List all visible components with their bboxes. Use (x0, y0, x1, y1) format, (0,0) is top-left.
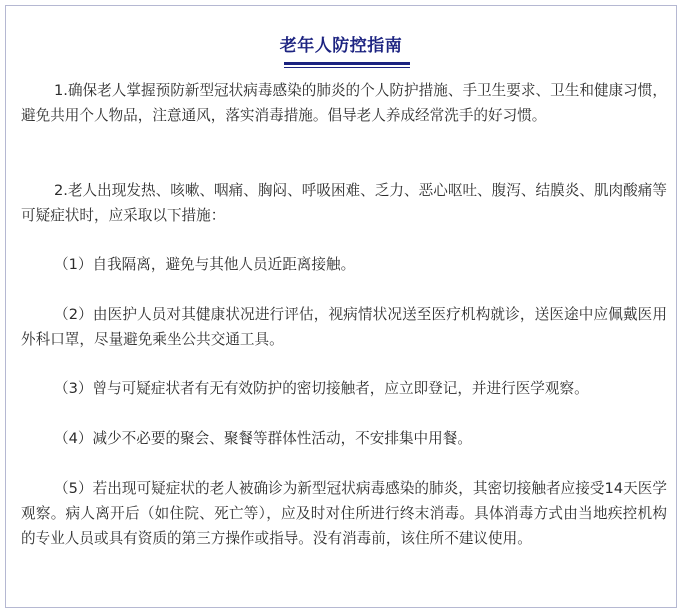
title-underline (284, 62, 410, 65)
paragraph-4: （2）由医护人员对其健康状况进行评估，视病情状况送至医疗机构就诊，送医途中应佩戴医用外科口罩，尽量避免乘坐公共交通工具。 (21, 306, 667, 348)
paragraph-6: （4）减少不必要的聚会、聚餐等群体性活动，不安排集中用餐。 (54, 430, 472, 447)
paragraph-5: （3）曾与可疑症状者有无有效防护的密切接触者，应立即登记，并进行医学观察。 (54, 380, 589, 397)
paragraph-2: 2.老人出现发热、咳嗽、咽痛、胸闷、呼吸困难、乏力、恶心呕吐、腹泻、结膜炎、肌肉酸痛等可疑症状时，应采取以下措施： (21, 182, 667, 224)
paragraph-1: 1.确保老人掌握预防新型冠状病毒感染的肺炎的个人防护措施、手卫生要求、卫生和健康习惯，避免共用个人物品，注意通风，落实消毒措施。倡导老人养成经常洗手的好习惯。 (21, 82, 667, 124)
page-title: 老年人防控指南 (279, 36, 403, 56)
paragraph-3: （1）自我隔离，避免与其他人员近距离接触。 (54, 256, 356, 273)
paragraph-7: （5）若出现可疑症状的老人被确诊为新型冠状病毒感染的肺炎，其密切接触者应接受14天医学观察。病人离开后（如住院、死亡等），应及时对住所进行终末消毒。具体消毒方式由当地疾控机构的专业人员或具有资质的第三方操作或指导。没有消毒前，该住所不建议使用。 (21, 480, 667, 547)
guide-card (5, 5, 677, 608)
title-underline-thin (284, 67, 410, 68)
title-container (6, 36, 676, 56)
